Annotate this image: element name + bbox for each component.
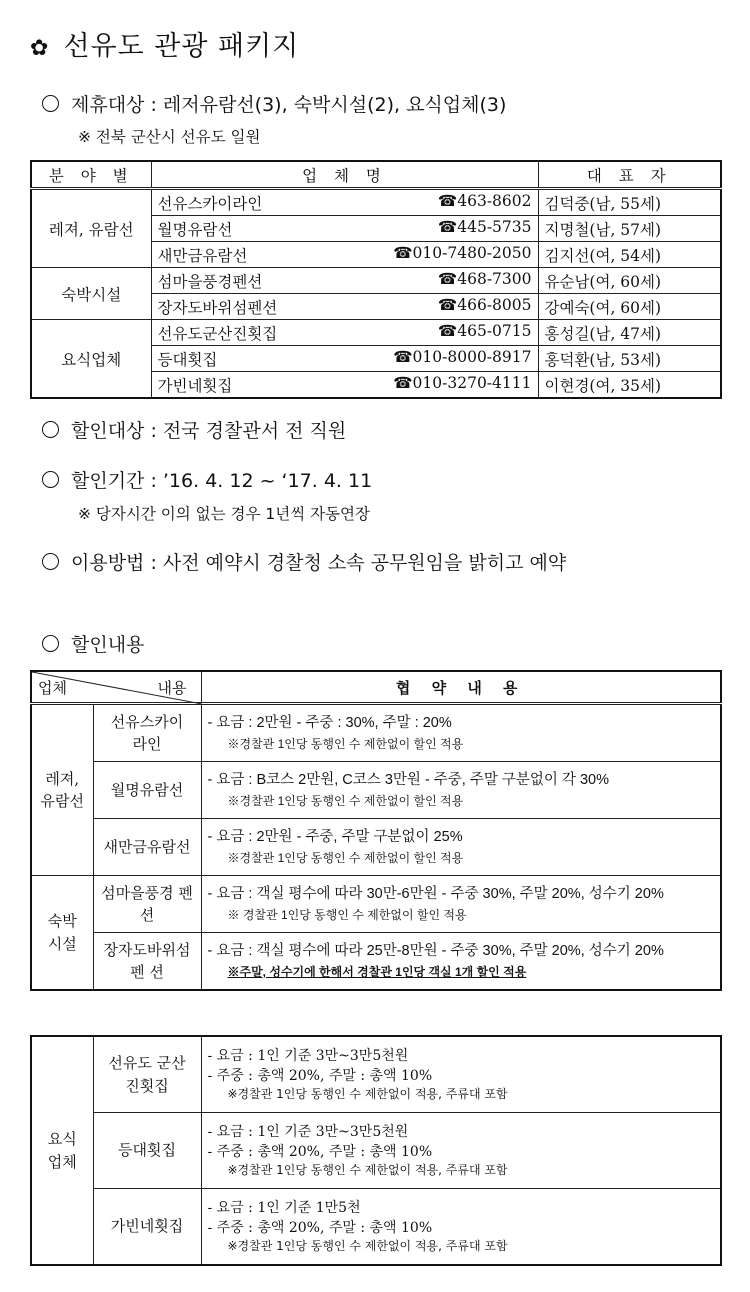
agreement-line: - 주중 : 총액 20%, 주말 : 총액 10% <box>207 1143 433 1160</box>
diagonal-header <box>31 671 201 704</box>
agreement-cell <box>201 1113 721 1189</box>
representative-cell: 이현경(여, 35세) <box>538 372 721 399</box>
table-row <box>31 320 721 346</box>
phone-number: ☎010-7480-2050 <box>393 243 532 262</box>
company-name: 선유도군산진횟집 <box>157 324 278 343</box>
table-row <box>31 189 721 216</box>
agreement-note: ※경찰관 1인당 동행인 수 제한없이 적용, 주류대 포함 <box>227 1163 508 1178</box>
agreement-note: ※경찰관 1인당 동행인 수 제한없이 할인 적용 <box>227 850 464 865</box>
agreement-line: - 요금 : 1인 기준 3만~3만5천원 <box>207 1047 409 1064</box>
circle-bullet-icon <box>42 553 59 570</box>
agreement-note: ※경찰관 1인당 동행인 수 제한없이 할인 적용 <box>227 736 464 751</box>
agreement-line: - 요금 : 2만원 - 주중 : 30%, 주말 : 20% <box>207 715 452 732</box>
table-row <box>31 819 721 876</box>
company-cell: 장자도바위섬 펜 션 <box>93 933 201 991</box>
table-row <box>31 1113 721 1189</box>
category-cell: 요식업체 <box>31 320 151 399</box>
agreement-line: - 요금 : 1인 기준 1만5천 <box>207 1199 361 1216</box>
company-cell: 선유도 군산 진횟집 <box>93 1036 201 1113</box>
company-name: 가빈네횟집 <box>157 376 233 395</box>
table-row <box>31 704 721 762</box>
agreement-line: - 요금 : 객실 평수에 따라 25만-8만원 - 주중 30%, 주말 20%, 성수기 20% <box>207 943 664 960</box>
period-note: ※ 당자시간 이의 없는 경우 1년씩 자동연장 <box>78 505 370 523</box>
representative-cell: 홍성길(남, 47세) <box>538 320 721 346</box>
circle-bullet-icon <box>42 635 59 652</box>
partners-note: ※ 전북 군산시 선유도 일원 <box>78 128 261 146</box>
representative-cell: 김지선(여, 54세) <box>538 242 721 268</box>
partners-table <box>30 160 722 399</box>
discount-label: 할인내용 <box>71 634 145 656</box>
food-discount-table <box>30 1035 722 1266</box>
company-cell: 새만금유람선 <box>93 819 201 876</box>
agreement-line: - 요금 : 객실 평수에 따라 30만-6만원 - 주중 30%, 주말 20%, 성수기 20% <box>207 886 664 903</box>
phone-number: ☎010-8000-8917 <box>393 347 532 366</box>
page-title <box>30 24 299 63</box>
company-name: 선유스카이라인 <box>157 194 263 213</box>
agreement-line: - 요금 : 1인 기준 3만~3만5천원 <box>207 1123 409 1140</box>
category-cell: 숙박 시설 <box>31 876 93 991</box>
circle-bullet-icon <box>42 95 59 112</box>
company-cell: 월명유람선 <box>93 762 201 819</box>
agreement-note: ※ 경찰관 1인당 동행인 수 제한없이 할인 적용 <box>227 907 467 922</box>
usage-label: 이용방법 : 사전 예약시 경찰청 소속 공무원임을 밝히고 예약 <box>71 552 567 574</box>
company-cell <box>151 268 538 294</box>
agreement-line: - 주중 : 총액 20%, 주말 : 총액 10% <box>207 1219 433 1236</box>
table-row <box>31 876 721 933</box>
company-name: 등대횟집 <box>157 350 218 369</box>
agreement-note: ※주말, 성수기에 한해서 경찰관 1인당 객실 1개 할인 적용 <box>227 964 527 979</box>
company-name: 월명유람선 <box>157 220 233 239</box>
representative-cell: 홍덕환(남, 53세) <box>538 346 721 372</box>
table-row <box>31 1036 721 1113</box>
agreement-cell <box>201 1189 721 1266</box>
agreement-cell <box>201 819 721 876</box>
company-cell <box>151 242 538 268</box>
representative-cell: 김덕중(남, 55세) <box>538 189 721 216</box>
partners-heading <box>42 90 506 117</box>
phone-number: ☎468-7300 <box>437 269 532 288</box>
header-representative: 대 표 자 <box>538 161 721 189</box>
period-heading <box>42 466 372 493</box>
company-cell: 등대횟집 <box>93 1113 201 1189</box>
discount-table <box>30 670 722 991</box>
company-cell: 섬마을풍경 펜 션 <box>93 876 201 933</box>
usage-heading <box>42 548 566 575</box>
period-label: 할인기간 : ’16. 4. 12 ~ ‘17. 4. 11 <box>71 470 373 492</box>
target-label: 할인대상 : 전국 경찰관서 전 직원 <box>71 420 347 442</box>
header-category: 분 야 별 <box>31 161 151 189</box>
table-row <box>31 268 721 294</box>
category-cell: 숙박시설 <box>31 268 151 320</box>
company-cell <box>151 372 538 399</box>
agreement-cell <box>201 762 721 819</box>
agreement-line: - 요금 : 2만원 - 주중, 주말 구분없이 25% <box>207 829 463 846</box>
representative-cell: 강예숙(여, 60세) <box>538 294 721 320</box>
target-heading <box>42 416 346 443</box>
agreement-cell <box>201 1036 721 1113</box>
phone-number: ☎465-0715 <box>437 321 532 340</box>
page-title-text: 선유도 관광 패키지 <box>63 31 300 62</box>
company-name: 섬마을풍경펜션 <box>157 272 263 291</box>
header-content: 내용 <box>157 679 187 697</box>
circle-bullet-icon <box>42 471 59 488</box>
agreement-cell <box>201 876 721 933</box>
circle-bullet-icon <box>42 421 59 438</box>
agreement-cell <box>201 704 721 762</box>
category-cell: 요식 업체 <box>31 1036 93 1265</box>
table-row <box>31 762 721 819</box>
representative-cell: 유순남(여, 60세) <box>538 268 721 294</box>
category-cell: 레져, 유람선 <box>31 189 151 268</box>
company-cell <box>151 346 538 372</box>
header-company: 업체 <box>38 679 67 697</box>
company-cell <box>151 320 538 346</box>
phone-number: ☎463-8602 <box>437 191 532 210</box>
representative-cell: 지명철(남, 57세) <box>538 216 721 242</box>
header-company: 업 체 명 <box>151 161 538 189</box>
agreement-cell <box>201 933 721 991</box>
category-cell: 레져, 유람선 <box>31 704 93 876</box>
agreement-line: - 주중 : 총액 20%, 주말 : 총액 10% <box>207 1067 433 1084</box>
partners-label: 제휴대상 : 레저유람선(3), 숙박시설(2), 요식업체(3) <box>71 94 507 116</box>
company-cell <box>151 294 538 320</box>
table-row <box>31 1189 721 1266</box>
phone-number: ☎010-3270-4111 <box>393 373 532 392</box>
company-name: 새만금유람선 <box>157 246 248 265</box>
discount-heading <box>42 630 144 657</box>
phone-number: ☎466-8005 <box>437 295 532 314</box>
company-cell: 선유스카이 라인 <box>93 704 201 762</box>
table-row <box>31 933 721 991</box>
flower-icon: ✿ <box>30 36 50 61</box>
company-name: 장자도바위섬펜션 <box>157 298 278 317</box>
agreement-line: - 요금 : B코스 2만원, C코스 3만원 - 주중, 주말 구분없이 각 30% <box>207 772 610 789</box>
agreement-note: ※경찰관 1인당 동행인 수 제한없이 적용, 주류대 포함 <box>227 1087 508 1102</box>
company-cell <box>151 216 538 242</box>
agreement-note: ※경찰관 1인당 동행인 수 제한없이 적용, 주류대 포함 <box>227 1239 508 1254</box>
company-cell <box>151 189 538 216</box>
company-cell: 가빈네횟집 <box>93 1189 201 1266</box>
phone-number: ☎445-5735 <box>437 217 532 236</box>
agreement-note: ※경찰관 1인당 동행인 수 제한없이 할인 적용 <box>227 793 464 808</box>
header-agreement: 협 약 내 용 <box>201 671 721 704</box>
